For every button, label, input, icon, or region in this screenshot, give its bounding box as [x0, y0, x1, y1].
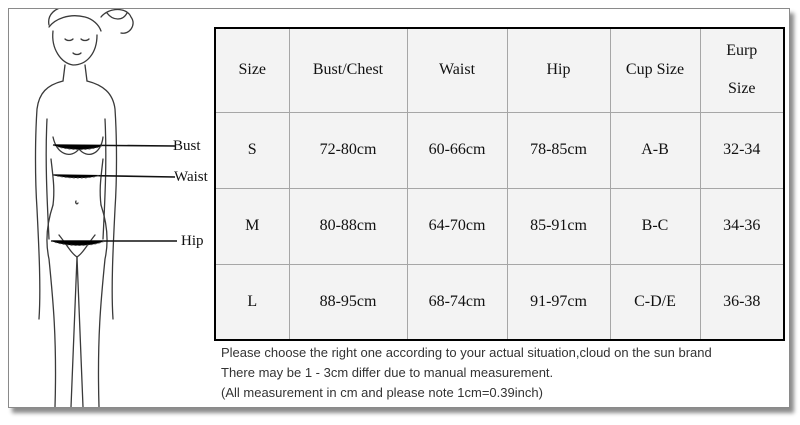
table-row: [215, 112, 784, 188]
header-hip: Hip: [507, 28, 610, 112]
cell-hip: 85-91cm: [507, 188, 610, 264]
size-chart-frame: [8, 8, 790, 408]
cell-bust: 88-95cm: [289, 264, 407, 340]
cell-size: M: [215, 188, 289, 264]
waist-label: Waist: [174, 169, 208, 185]
header-eurp-size: [700, 28, 784, 112]
bust-label: Bust: [173, 138, 201, 154]
female-figure-illustration: [9, 9, 219, 407]
body-measurement-figure: [9, 9, 219, 407]
cell-cup: B-C: [610, 188, 700, 264]
note-line: (All measurement in cm and please note 1cm=0.39inch): [221, 385, 543, 400]
cell-cup: A-B: [610, 112, 700, 188]
cell-eurp: 36-38: [700, 264, 784, 340]
cell-eurp: 32-34: [700, 112, 784, 188]
table-header-row: [215, 28, 784, 112]
header-eurp-line2: Size: [727, 80, 756, 98]
cell-size: L: [215, 264, 289, 340]
header-eurp-line1: Eurp: [726, 42, 758, 60]
header-bust-chest: Bust/Chest: [289, 28, 407, 112]
header-waist: Waist: [407, 28, 507, 112]
cell-hip: 91-97cm: [507, 264, 610, 340]
header-cup-size: Cup Size: [610, 28, 700, 112]
size-chart-table: [214, 27, 785, 341]
measurement-notes: [221, 343, 786, 403]
cell-cup: C-D/E: [610, 264, 700, 340]
cell-hip: 78-85cm: [507, 112, 610, 188]
hip-label: Hip: [181, 233, 204, 249]
cell-bust: 80-88cm: [289, 188, 407, 264]
cell-bust: 72-80cm: [289, 112, 407, 188]
note-line: Please choose the right one according to your actual situation,cloud on the sun brand: [221, 345, 712, 360]
cell-eurp: 34-36: [700, 188, 784, 264]
cell-waist: 64-70cm: [407, 188, 507, 264]
table-row: [215, 188, 784, 264]
cell-waist: 68-74cm: [407, 264, 507, 340]
cell-size: S: [215, 112, 289, 188]
note-line: There may be 1 - 3cm differ due to manual measurement.: [221, 365, 554, 380]
header-size: Size: [215, 28, 289, 112]
table-row: [215, 264, 784, 340]
cell-waist: 60-66cm: [407, 112, 507, 188]
